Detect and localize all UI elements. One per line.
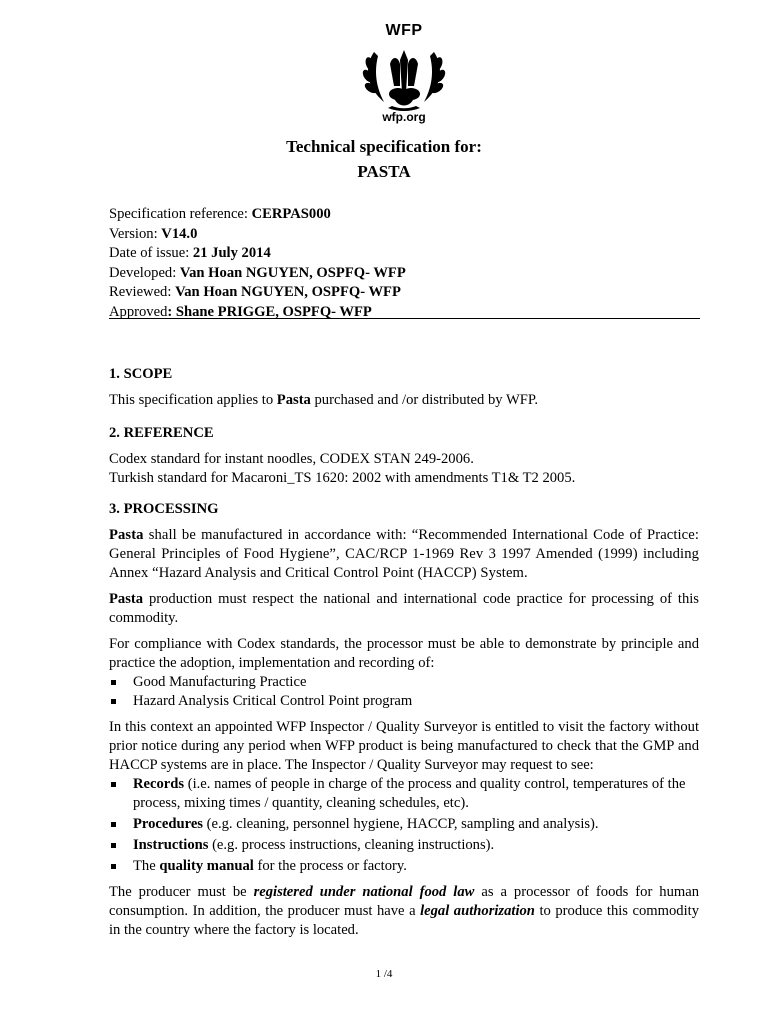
- meta-value: Van Hoan NGUYEN, OSPFQ- WFP: [175, 284, 401, 300]
- wfp-logo: [344, 22, 464, 132]
- meta-developed: [109, 264, 699, 284]
- text: to produce this commodity in the country where the factory is located.: [109, 903, 700, 938]
- spec-metadata: [109, 205, 699, 322]
- section-processing: [109, 500, 699, 940]
- header-divider: [109, 318, 700, 319]
- processing-paragraph: [109, 883, 699, 940]
- section-reference: [109, 424, 699, 488]
- scope-text: [109, 391, 699, 410]
- text-bold-italic: legal authorization: [420, 903, 535, 919]
- logo-wordmark: WFP: [385, 22, 423, 39]
- list-item: [109, 815, 699, 834]
- meta-label: Version:: [109, 225, 162, 242]
- meta-reviewed: [109, 283, 699, 303]
- list-item: [109, 775, 699, 813]
- list-item: Hazard Analysis Critical Control Point program: [109, 692, 699, 711]
- meta-version: [109, 225, 699, 245]
- text: (i.e. names of people in charge of the process and quality control, temperatures of the process, mixing times / quantity, cleaning schedules, etc).: [133, 776, 686, 811]
- text-bold: Pasta: [109, 527, 144, 543]
- meta-value: 21 July 2014: [192, 245, 271, 261]
- meta-label: Developed:: [109, 264, 180, 281]
- meta-label: Specification reference:: [109, 206, 252, 222]
- meta-label: Date of issue:: [109, 245, 193, 261]
- text-bold: Procedures: [133, 816, 203, 832]
- reference-line: Codex standard for instant noodles, CODEX STAN 249-2006.: [109, 451, 474, 467]
- meta-label: Approved: [109, 303, 168, 320]
- text: The: [133, 858, 160, 874]
- compliance-list: [109, 673, 699, 711]
- section-heading: 3. PROCESSING: [109, 501, 219, 517]
- wfp-emblem-icon: [354, 42, 454, 114]
- processing-paragraph: In this context an appointed WFP Inspector / Quality Surveyor is entitled to visit the factory without prior notice during any period when WFP product is being manufactured to check that the GMP and HACCP systems are in place. The Inspector / Quality Surveyor may request to see:: [109, 719, 699, 773]
- text: purchased and /or distributed by WFP.: [310, 392, 538, 408]
- meta-spec-reference: [109, 205, 699, 225]
- text: (e.g. cleaning, personnel hygiene, HACCP, sampling and analysis).: [202, 816, 599, 832]
- list-item: [109, 857, 699, 876]
- text-bold: Instructions: [133, 837, 209, 853]
- processing-paragraph: [109, 590, 699, 628]
- page-number: 1 /4: [375, 968, 393, 980]
- text-bold: Pasta: [109, 591, 144, 607]
- meta-value: CERPAS000: [251, 206, 331, 222]
- logo-url: wfp.org: [382, 110, 426, 124]
- document-subject: PASTA: [357, 162, 411, 181]
- text-bold: Pasta: [276, 392, 311, 408]
- text: This specification applies to: [109, 392, 277, 408]
- section-heading: 2. REFERENCE: [109, 425, 214, 441]
- text-bold-italic: registered under national food law: [253, 884, 475, 900]
- text: shall be manufactured in accordance with: “Recommended International Code of Practice: General Principles of Food Hygiene”, CAC/RCP 1-1969 Rev 3 1997 Amended (1999) including Annex “Hazard Analysis and Critical Control Point (HACCP) System.: [109, 527, 699, 581]
- processing-paragraph: [109, 526, 699, 583]
- text: (e.g. process instructions, cleaning instructions).: [208, 837, 495, 853]
- text: production must respect the national and international code practice for processing of this commodity.: [109, 591, 699, 626]
- text: The producer must be: [109, 884, 254, 900]
- text-bold: quality manual: [159, 858, 254, 874]
- section-heading: 1. SCOPE: [109, 366, 173, 382]
- text: for the process or factory.: [253, 858, 407, 874]
- document-title: Technical specification for:: [286, 137, 482, 156]
- text-bold: Records: [133, 776, 185, 792]
- section-scope: [109, 365, 699, 410]
- processing-paragraph: For compliance with Codex standards, the processor must be able to demonstrate by principle and practice the adoption, implementation and recording of:: [109, 636, 699, 671]
- meta-date-of-issue: [109, 244, 699, 264]
- meta-label: Reviewed:: [109, 284, 176, 300]
- meta-value: Van Hoan NGUYEN, OSPFQ- WFP: [179, 264, 406, 281]
- list-item: [109, 836, 699, 855]
- text: as a processor of foods for human consumption. In addition, the producer must have a: [109, 884, 699, 919]
- inspection-list: [109, 775, 699, 876]
- meta-value: : Shane PRIGGE, OSPFQ- WFP: [167, 303, 372, 320]
- meta-approved: [109, 303, 699, 323]
- list-item: Good Manufacturing Practice: [109, 673, 699, 692]
- reference-line: Turkish standard for Macaroni_TS 1620: 2002 with amendments T1& T2 2005.: [109, 470, 576, 486]
- meta-value: V14.0: [161, 225, 198, 242]
